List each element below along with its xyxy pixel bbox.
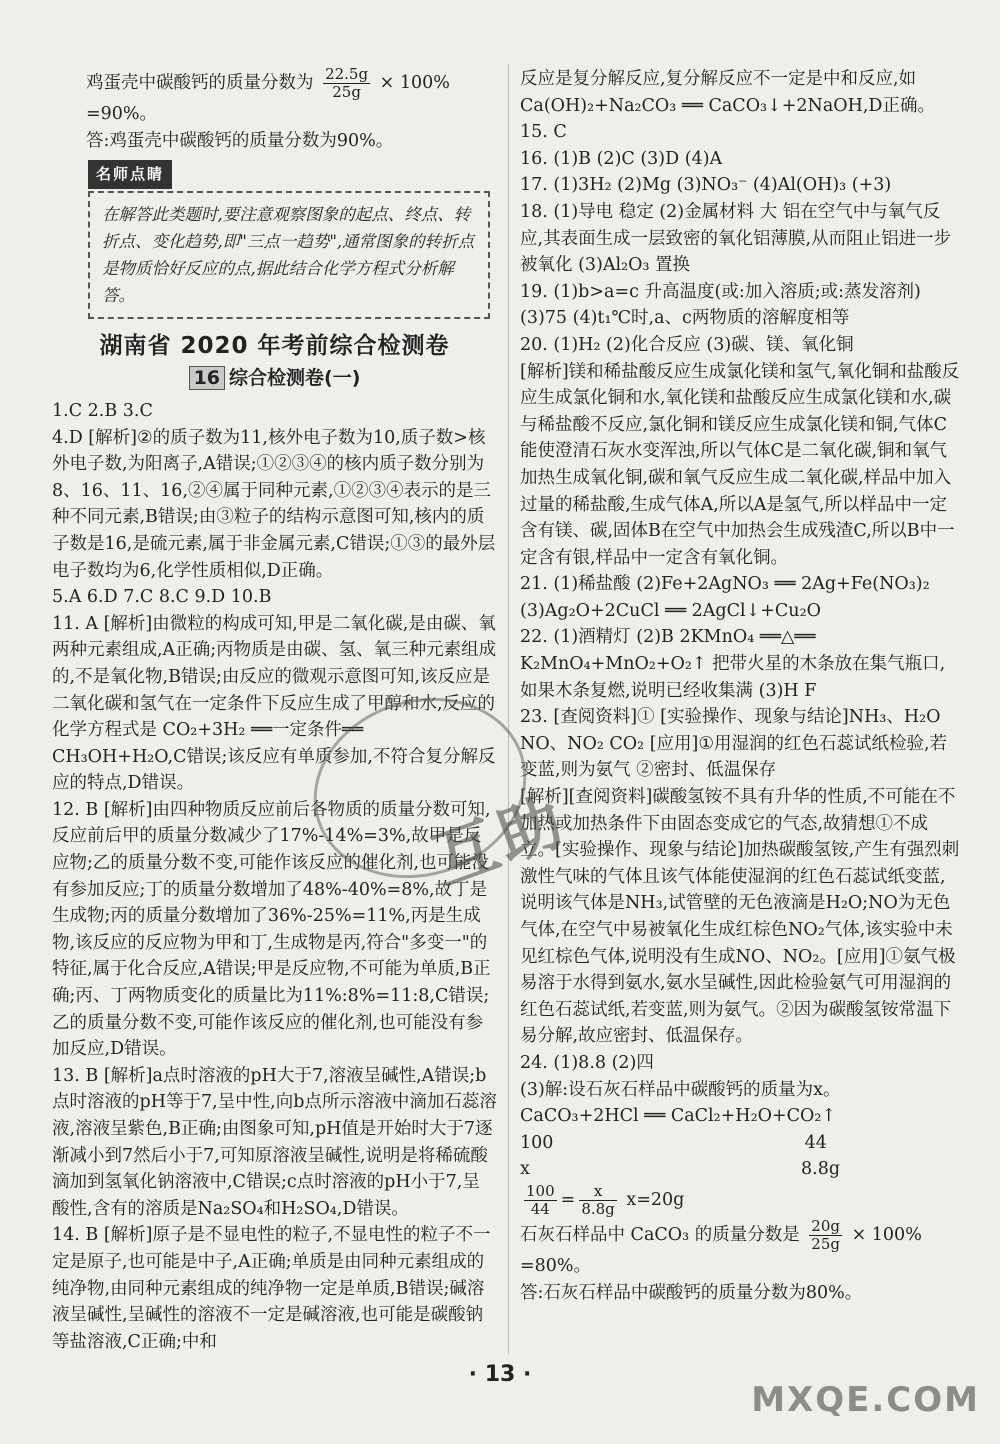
answer-24-setup: (3)解:设石灰石样品中碳酸钙的质量为x。 [520, 1079, 841, 1100]
answer-15: 15. C [520, 122, 567, 143]
teacher-tip-label: 名师点睛 [88, 160, 172, 189]
answer-18: 18. (1)导电 稳定 (2)金属材料 大 铝在空气中与氧气反应,其表面生成一层致密的氧化铝薄膜,从而阻止铝进一步被氧化 (3)Al₂O₃ 置换 [520, 201, 952, 276]
answer-19: 19. (1)b>a=c 升高温度(或:加入溶质;或:蒸发溶剂) (3)75 (4)t₁℃时,a、c两物质的溶解度相等 [520, 281, 921, 329]
right-column [520, 66, 960, 1306]
percentage-calc: 石灰石样品中 CaCO₃ 的质量分数是 $\frac{20g}{25g}$ × 100% [520, 1216, 922, 1253]
reaction-equation: CaCO₃+2HCl ══ CaCl₂+H₂O+CO₂↑ [520, 1106, 837, 1127]
eggshell-calc: 鸡蛋壳中碳酸钙的质量分数为 $\frac{22.5g}{25g}$ × 100% [86, 65, 450, 101]
answer-14-continued: 反应是复分解反应,复分解反应不一定是中和反应,如 Ca(OH)₂+Na₂CO₃ ══ CaCO₃↓+2NaOH,D正确。 [520, 69, 935, 116]
ratio-fraction-2: $\frac{x}{8.8g}$ [581, 1181, 615, 1218]
answer-21-part3: (3)Ag₂O+2CuCl ══ 2AgCl↓+Cu₂O [520, 600, 821, 621]
answer-17: 17. (1)3H₂ (2)Mg (3)NO₃⁻ (4)Al(OH)₃ (+3) [520, 175, 892, 196]
answer-21: 21. (1)稀盐酸 (2)Fe+2AgNO₃ ══ 2Ag+Fe(NO₃)₂ [520, 574, 930, 595]
molar-mass-row: 100 44 [520, 1132, 827, 1153]
percentage-fraction: $\frac{20g}{25g}$ [811, 1216, 840, 1253]
teacher-tip-text: 在解答此类题时,要注意观察图象的起点、终点、转折点、变化趋势,即"三点一趋势",通常图象的转折点是物质恰好反应的点,据此结合化学方程式分析解答。 [102, 204, 475, 305]
mass-row: x 8.8g [520, 1159, 841, 1180]
answer-14: 14. B [解析]原子是不显电性的粒子,不显电性的粒子不一定是原子,也可能是中子,A正确;单质是由同种元素组成的纯净物,由同种元素组成的纯净物一定是单质,B错误;碱溶液呈碱性,呈碱性的溶液不一定是碱溶液,也可能是碳酸钠等盐溶液,C正确;中和 [52, 1225, 491, 1352]
answer-20-explanation: [解析]镁和稀盐酸反应生成氯化镁和氢气,氧化铜和盐酸反应生成氯化铜和水,氧化镁和盐酸反应生成氯化镁和水,碳与稀盐酸不反应,氯化铜和镁反应生成氯化镁和铜,气体C能使澄清石灰水变浑浊,所以气体C是二氧化碳,铜和氧气加热生成氧化铜,碳和氧气反应生成二氧化碳,样品中加入过量的稀盐酸,生成气体A,所以A是氢气,所以样品中一定含有镁、碳,固体B在空气中加热会生成残渣C,所以B中一定含有银,样品中一定含有氧化铜。 [520, 361, 960, 568]
answer-20: 20. (1)H₂ (2)化合反应 (3)碳、镁、氧化铜 [520, 334, 854, 355]
answer-23: 23. [查阅资料]① [实验操作、现象与结论]NH₃、H₂O NO、NO₂ CO₂ [应用]①用湿润的红色石蕊试纸检验,若变蓝,则为氨气 ②密封、低温保存 [520, 707, 948, 781]
column-divider [508, 64, 509, 1354]
section-title: 湖南省 2020 年考前综合检测卷 [99, 332, 450, 359]
answer-16: 16. (1)B (2)C (3)D (4)A [520, 148, 723, 169]
answer-12: 12. B [解析]由四种物质反应前后各物质的质量分数可知,反应前后甲的质量分数减少了17%-14%=3%,故甲是反应物;乙的质量分数不变,可能作该反应的催化剂,也可能没有参加反应;丁的质量分数增加了48%-40%=8%,故丁是生成物;丙的质量分数增加了36%-25%=11%,丙是生成物,该反应的反应物为甲和丁,生成物是丙,符合"多变一"的特征,属于化合反应,A错误;甲是反应物,不可能为单质,B正确;丙、丁两物质变化的质量比为11%:8%=11:8,C错误;乙的质量分数不变,可能作该反应的催化剂,也可能没有参加反应,D错误。 [52, 799, 491, 1060]
answer-24: 24. (1)8.8 (2)四 [520, 1052, 654, 1073]
answer-23-explanation: [解析][查阅资料]碳酸氢铵不具有升华的性质,不可能在不加热或加热条件下由固态变成它的气态,故猜想①不成立。[实验操作、现象与结论]加热碳酸氢铵,产生有强烈刺激性气味的气体且该气体能使湿润的红色石蕊试纸变蓝,说明该气体是NH₃,试管壁的无色液滴是H₂O;NO为无色气体,在空气中易被氧化生成红棕色NO₂气体,该实验中未见红棕色气体,说明没有生成NO、NO₂。[应用]①氨气极易溶于水得到氨水,氨水呈碱性,因此检验氨气可用湿润的红色石蕊试纸,若变蓝,则为氨气。②因为碳酸氢铵常温下易分解,故应密封、低温保存。 [520, 787, 960, 1047]
percentage-result: =80%。 [520, 1255, 592, 1276]
answer-4: 4.D [解析]②的质子数为11,核外电子数为10,质子数>核外电子数,为阳离子,A错误;①②③④的核内质子数分别为8、16、11、16,②④属于同种元素,①②③④表示的是三种不同元素,B错误;由③粒子的结构示意图可知,核内的质子数是16,是硫元素,属于非金属元素,C错误;①③的最外层电子数均为6,化学性质相似,D正确。 [52, 427, 496, 581]
ratio-row: $\frac{100}{44}$ = $\frac{x}{8.8g}$ x=20g [526, 1181, 685, 1218]
ratio-fraction-1: $\frac{100}{44}$ [526, 1181, 555, 1218]
eggshell-result: =90%。 [86, 104, 158, 124]
answer-5-10: 5.A 6.D 7.C 8.C 9.D 10.B [52, 587, 272, 608]
answer-1-3: 1.C 2.B 3.C [52, 400, 153, 421]
page-number: · 13 · [468, 1362, 532, 1387]
answer-13: 13. B [解析]a点时溶液的pH大于7,溶液呈碱性,A错误;b点时溶液的pH等于7,呈中性,向b点所示溶液中滴加石蕊溶液,溶液呈紫色,B正确;由图象可知,pH值是开始时大于7逐渐减小到7然后小于7,可知原溶液呈碱性,说明是将稀硫酸滴加到氢氧化钠溶液中,C错误;c点时溶液的pH小于7,呈酸性,含有的溶质是Na₂SO₄和H₂SO₄,D错误。 [52, 1065, 497, 1219]
teacher-tip-box [88, 191, 490, 319]
eggshell-answer: 答:鸡蛋壳中碳酸钙的质量分数为90%。 [86, 130, 394, 151]
exam-number-badge: 16 [189, 366, 225, 390]
fraction: $\frac{22.5g}{25g}$ [325, 65, 369, 101]
exam-subtitle: 16 综合检测卷(一) [52, 365, 497, 392]
stamp-mark: 互助 [423, 783, 577, 900]
answer-11: 11. A [解析]由微粒的构成可知,甲是二氧化碳,是由碳、氧两种元素组成,A正确;丙物质是由碳、氢、氧三种元素组成的,不是氧化物,B错误;由反应的微观示意图可知,该反应是二氧化碳和氢气在一定条件下反应生成了甲醇和水,反应的化学方程式是 CO₂+3H₂ ══一定条件══ CH₃OH+H₂O,C错误;该反应有单质参加,不符合复分解反应的特点,D错误。 [52, 613, 497, 794]
answer-22: 22. (1)酒精灯 (2)B 2KMnO₄ ══△══ K₂MnO₄+MnO₂+O₂↑ 把带火星的木条放在集气瓶口,如果木条复燃,说明已经收集满 (3)H F [520, 627, 946, 701]
final-answer: 答:石灰石样品中碳酸钙的质量分数为80%。 [520, 1282, 863, 1303]
watermark-logo: MXQE.COM [751, 1380, 980, 1420]
